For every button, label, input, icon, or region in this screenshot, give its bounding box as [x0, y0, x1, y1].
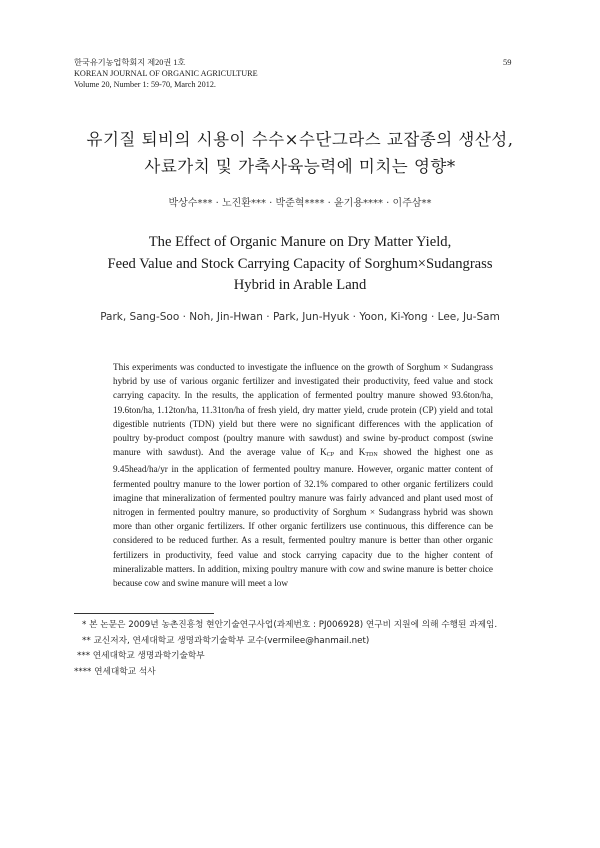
abstract-part-1: This experiments was conducted to investigate the influence on the growth of Sorghum × Sudangrass hybrid by use of various organic fertilizer and investigated their productivity, feed value and stock carrying capacity. In the results, the application of fermented poultry manure showed 93.6ton/ha, 19.6ton/ha, 1.12ton/ha, 11.31ton/ha of fresh yield, dry matter yield, crude protein (CP) yield and total digestible nutrients (TDN) yield but there were no significant differences with the application of poultry by-product compost (poultry manure with sawdust) and swine by-product compost (swine manure with sawdust). And the average value of K	[113, 362, 493, 458]
abstract-text	[113, 360, 493, 590]
korean-authors: 박상수*** · 노진환*** · 박준혁**** · 윤기용**** · 이주삼**	[168, 198, 432, 209]
footnote-affiliation: *** 연세대학교 생명과학기술학부	[77, 651, 205, 661]
footnotes	[74, 618, 504, 680]
english-title-line-1: The Effect of Organic Manure on Dry Matter Yield,	[148, 234, 452, 250]
abstract-part-2: and K	[334, 447, 366, 458]
journal-name-korean: 한국유기농업학회지 제20권 1호	[74, 58, 186, 67]
korean-title	[60, 126, 540, 180]
english-title-line-3: Hybrid in Arable Land	[233, 277, 367, 293]
english-authors: Park, Sang-Soo · Noh, Jin-Hwan · Park, Jun-Hyuk · Yoon, Ki-Yong · Lee, Ju-Sam	[100, 311, 500, 323]
korean-title-line-1: 유기질 퇴비의 시용이 수수×수단그라스 교잡종의 생산성,	[86, 130, 514, 149]
abstract-part-3: showed the highest one as 9.45head/ha/yr in the application of fermented poultry manure. However, organic matter content of fermented poultry manure to the lower portion of 32.1% compared to other organic fertilizers could imagine that mineralization of fermented poultry manure was fairly advanced and plant used most of nitrogen in fermented poultry manure, so productivity of Sorghum × Sudangrass hybrid was shown more than other organic fertilizers. If other organic fertilizers use continuous, this difference can be considered to be reduced further. As a result, fermented poultry manure is better than other organic fertilizers in productivity, feed value and stock carrying capacity due to the higher content of mineralizable matters. In addition, mixing poultry manure with cow and swine manure is better choice because cow and swine manure will meet a low	[113, 447, 493, 589]
subscript-cp: CP	[326, 452, 335, 459]
footnote-masters: **** 연세대학교 석사	[74, 666, 156, 677]
footnote-divider	[74, 613, 214, 614]
english-title-line-2: Feed Value and Stock Carrying Capacity of Sorghum×Sudangrass	[107, 255, 493, 272]
page-number: 59	[503, 57, 512, 67]
korean-title-line-2: 사료가치 및 가축사육능력에 미치는 영향*	[144, 157, 456, 176]
footnote-funding: * 본 논문은 2009년 농촌진흥청 현안기술연구사업(과제번호 : PJ006928) 연구비 지원에 의해 수행된 과제임.	[82, 620, 498, 630]
journal-volume-info: Volume 20, Number 1: 59-70, March 2012.	[74, 80, 216, 89]
journal-header	[74, 57, 258, 90]
journal-name-english: KOREAN JOURNAL OF ORGANIC AGRICULTURE	[74, 69, 258, 78]
footnote-corresponding-author: ** 교신저자, 연세대학교 생명과학기술학부 교수(vermilee@hanmail.net)	[82, 635, 370, 646]
subscript-tdn: TDN	[365, 452, 378, 459]
abstract	[113, 360, 493, 590]
english-title	[60, 232, 540, 297]
